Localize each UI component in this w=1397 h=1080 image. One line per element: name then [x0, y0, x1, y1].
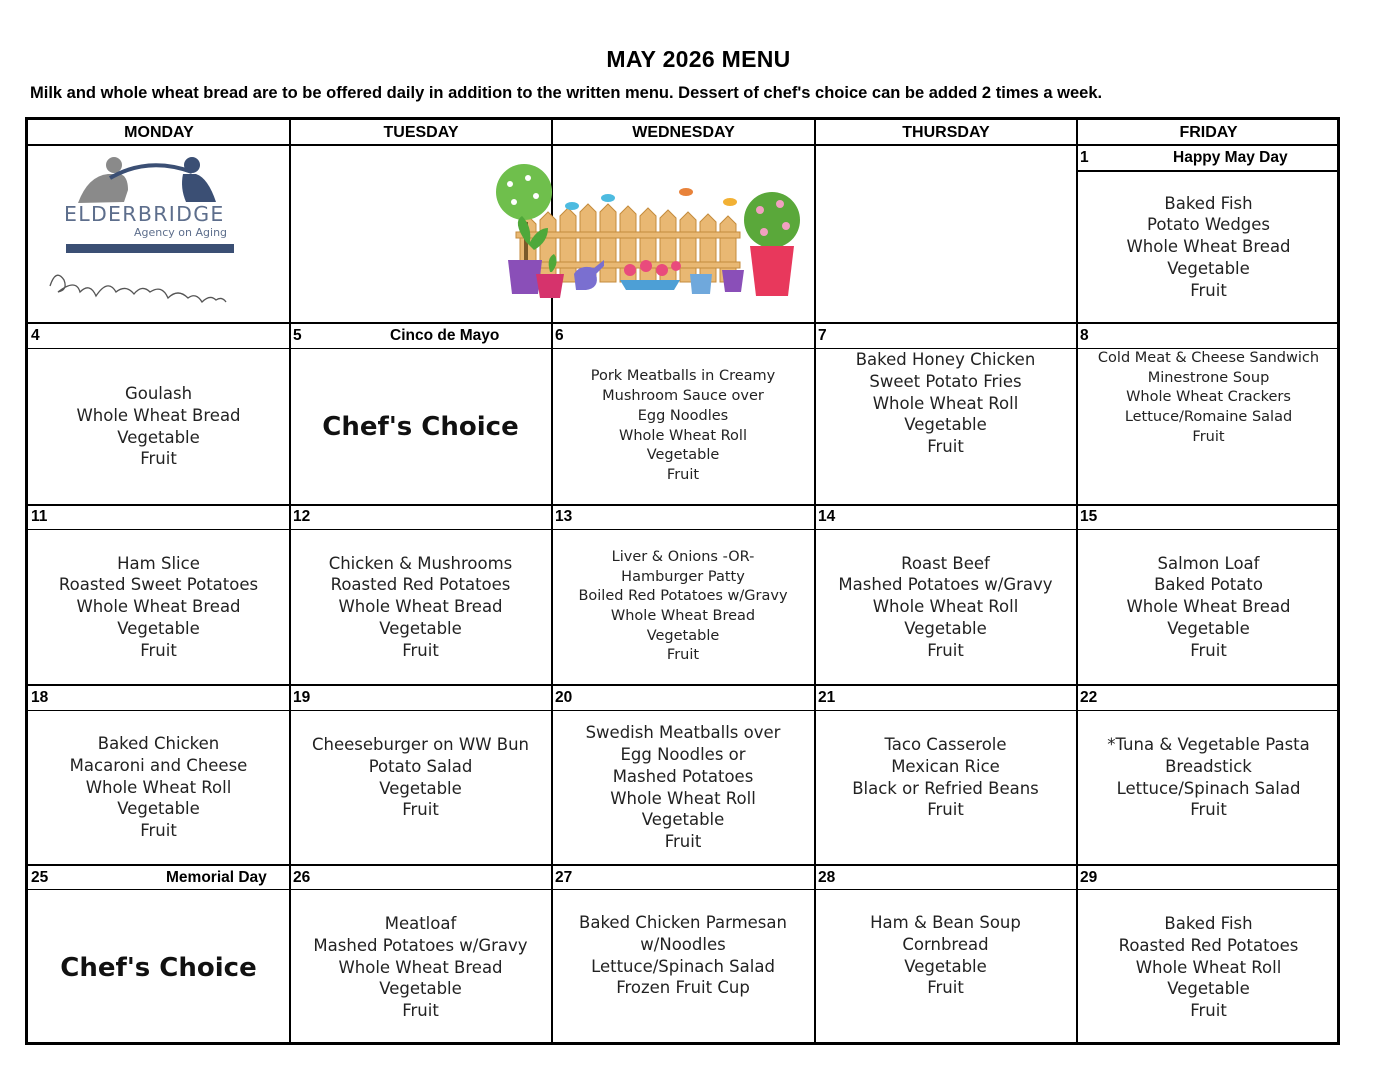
menu-item: Hamburger Patty — [621, 568, 745, 585]
menu-cell — [28, 349, 289, 504]
date-number: 8 — [1080, 327, 1089, 344]
menu-item: Vegetable — [641, 810, 725, 830]
menu-item: Cold Meat & Cheese Sandwich — [1097, 350, 1320, 366]
menu-item: Pork Meatballs in Creamy — [590, 368, 776, 385]
menu-item: Whole Wheat Bread — [338, 957, 503, 977]
menu-item: Whole Wheat Roll — [872, 393, 1019, 413]
date-header — [1077, 686, 1340, 710]
menu-item: Fruit — [1190, 800, 1227, 820]
menu-item: Whole Wheat Roll — [85, 777, 232, 797]
menu-item: Fruit — [402, 640, 439, 660]
menu-item: Fruit — [1192, 428, 1225, 445]
menu-note: Milk and whole wheat bread are to be offered daily in addition to the written menu. Dessert of chef's choice can be added 2 times a week. — [30, 84, 1103, 102]
page-title: MAY 2026 MENU — [606, 46, 791, 72]
menu-item: Minestrone Soup — [1147, 369, 1270, 386]
date-number: 27 — [555, 869, 573, 886]
menu-item: Baked Fish — [1164, 193, 1253, 213]
date-number: 20 — [555, 689, 573, 706]
menu-item: Fruit — [140, 821, 177, 841]
menu-item: Fruit — [1190, 1001, 1227, 1021]
menu-item: Frozen Fruit Cup — [616, 978, 750, 998]
logo-tagline: Agency on Aging — [134, 226, 228, 239]
holiday-label: Happy May Day — [1173, 149, 1288, 166]
chefs-choice: Chef's Choice — [322, 411, 519, 442]
header-tuesday: TUESDAY — [383, 124, 459, 141]
menu-item: Salmon Loaf — [1157, 553, 1260, 573]
menu-item: Lettuce/Spinach Salad — [591, 956, 775, 976]
menu-cell — [28, 530, 289, 684]
menu-item: Vegetable — [117, 427, 200, 447]
menu-item: Fruit — [927, 800, 964, 820]
date-header — [1077, 505, 1340, 529]
date-header — [815, 505, 1076, 529]
menu-item: Baked Chicken Parmesan — [579, 913, 787, 932]
menu-cell — [1077, 530, 1340, 684]
menu-cell — [552, 890, 814, 1045]
menu-item: Fruit — [140, 640, 177, 660]
date-number: 29 — [1080, 869, 1098, 886]
menu-item: Whole Wheat Bread — [76, 405, 241, 425]
menu-cell — [1077, 349, 1340, 504]
header-friday: FRIDAY — [1179, 124, 1238, 141]
menu-cell — [815, 711, 1076, 864]
menu-item: Ham Slice — [117, 553, 200, 573]
menu-cell — [552, 349, 814, 504]
menu-cell — [28, 890, 289, 1045]
menu-item: Mexican Rice — [891, 756, 1000, 776]
menu-item: Vegetable — [904, 618, 987, 638]
date-number: 26 — [293, 869, 311, 886]
menu-item: Egg Noodles — [637, 407, 729, 424]
menu-item: Macaroni and Cheese — [69, 755, 248, 775]
date-number: 12 — [293, 508, 311, 525]
menu-item: Whole Wheat Crackers — [1126, 389, 1291, 406]
menu-item: Whole Wheat Roll — [610, 788, 756, 808]
menu-item: Vegetable — [379, 618, 462, 638]
date-number: 4 — [31, 327, 40, 344]
date-header — [815, 324, 1076, 348]
menu-item: Roasted Red Potatoes — [1118, 935, 1299, 955]
menu-item: w/Noodles — [640, 934, 726, 954]
chefs-choice: Chef's Choice — [60, 952, 257, 983]
menu-item: Boiled Red Potatoes w/Gravy — [578, 588, 788, 605]
menu-item: Baked Chicken — [97, 734, 220, 753]
menu-item: Vegetable — [646, 447, 720, 464]
date-number: 25 — [31, 869, 49, 886]
menu-item: Cheeseburger on WW Bun — [311, 735, 529, 754]
menu-calendar — [25, 117, 1340, 1045]
menu-item: Fruit — [140, 449, 177, 469]
menu-item: Swedish Meatballs over — [585, 723, 781, 743]
menu-cell — [290, 349, 551, 504]
menu-item: Vegetable — [379, 778, 462, 798]
menu-item: Goulash — [124, 383, 193, 403]
date-number: 7 — [818, 327, 827, 344]
date-header — [1077, 866, 1340, 890]
menu-item: Taco Casserole — [884, 735, 1007, 754]
menu-cell — [28, 711, 289, 864]
menu-item: Fruit — [927, 978, 964, 998]
date-header — [28, 505, 289, 529]
menu-item: Mashed Potatoes w/Gravy — [838, 575, 1053, 595]
menu-cell — [815, 349, 1076, 504]
menu-item: Lettuce/Romaine Salad — [1124, 409, 1293, 426]
menu-item: Whole Wheat Roll — [872, 597, 1019, 617]
date-header — [552, 324, 814, 348]
holiday-label: Cinco de Mayo — [390, 327, 500, 344]
menu-item: Vegetable — [904, 415, 987, 435]
header-thursday: THURSDAY — [902, 124, 990, 141]
menu-item: Fruit — [1190, 640, 1227, 660]
date-number: 6 — [555, 327, 564, 344]
menu-cell — [815, 890, 1076, 1045]
menu-item: Black or Refried Beans — [852, 778, 1039, 798]
header-wednesday: WEDNESDAY — [632, 124, 735, 141]
menu-item: Baked Fish — [1164, 914, 1253, 933]
menu-item: Potato Wedges — [1146, 215, 1271, 235]
logo — [28, 146, 289, 322]
date-number: 5 — [293, 327, 302, 344]
header-monday: MONDAY — [124, 124, 194, 141]
garden-fence-icon — [490, 162, 810, 302]
garden-illustration — [490, 162, 810, 302]
menu-cell — [815, 530, 1076, 684]
menu-item: Fruit — [927, 437, 964, 457]
menu-item: Breadstick — [1165, 756, 1252, 776]
menu-cell — [290, 890, 551, 1045]
date-header — [290, 324, 551, 348]
date-header — [290, 505, 551, 529]
menu-item: Vegetable — [1167, 618, 1250, 638]
date-header — [815, 866, 1076, 890]
menu-item: Whole Wheat Bread — [1126, 237, 1291, 257]
menu-item: Liver & Onions -OR- — [611, 548, 755, 565]
date-number: 15 — [1080, 508, 1098, 525]
menu-item: Mashed Potatoes — [612, 766, 754, 786]
menu-cell — [1077, 890, 1340, 1045]
menu-item: Vegetable — [1167, 979, 1250, 999]
date-number: 14 — [818, 508, 836, 525]
date-number: 19 — [293, 689, 311, 706]
date-header — [1077, 146, 1340, 170]
menu-item: Vegetable — [117, 799, 200, 819]
menu-item: Fruit — [666, 647, 700, 664]
menu-item: Whole Wheat Roll — [619, 427, 747, 444]
holiday-label: Memorial Day — [166, 869, 267, 886]
menu-item: Whole Wheat Bread — [76, 597, 241, 617]
menu-item: Roasted Red Potatoes — [330, 575, 511, 595]
menu-item: Fruit — [402, 800, 439, 820]
menu-item: Mashed Potatoes w/Gravy — [313, 935, 528, 955]
menu-item: Baked Potato — [1154, 575, 1263, 595]
menu-item: Sweet Potato Fries — [869, 371, 1022, 391]
logo-name: ELDERBRIDGE — [64, 202, 225, 226]
menu-item: Vegetable — [646, 627, 720, 644]
date-number: 11 — [31, 508, 48, 525]
menu-cell — [290, 711, 551, 864]
menu-item: *Tuna & Vegetable Pasta — [1107, 735, 1310, 754]
menu-item: Fruit — [402, 1001, 439, 1021]
date-number: 1 — [1080, 149, 1089, 166]
menu-cell — [290, 530, 551, 684]
menu-item: Whole Wheat Roll — [1135, 957, 1282, 977]
menu-cell — [1077, 711, 1340, 864]
menu-cell — [552, 711, 814, 864]
date-number: 13 — [555, 508, 573, 525]
menu-item: Ham & Bean Soup — [870, 913, 1021, 932]
date-number: 18 — [31, 689, 49, 706]
date-header — [552, 686, 814, 710]
menu-item: Vegetable — [379, 979, 462, 999]
date-header — [28, 686, 289, 710]
menu-item: Vegetable — [904, 956, 987, 976]
menu-item: Fruit — [664, 832, 702, 852]
menu-item: Whole Wheat Bread — [610, 608, 756, 624]
date-number: 22 — [1080, 689, 1098, 706]
menu-item: Egg Noodles or — [620, 744, 746, 764]
menu-item: Meatloaf — [384, 914, 457, 933]
date-header — [28, 324, 289, 348]
menu-item: Chicken & Mushrooms — [328, 553, 513, 573]
menu-item: Vegetable — [117, 618, 200, 638]
date-header — [290, 686, 551, 710]
date-number: 28 — [818, 869, 836, 886]
menu-item: Fruit — [1190, 280, 1227, 300]
date-header — [1077, 324, 1340, 348]
date-header — [815, 686, 1076, 710]
menu-item: Vegetable — [1167, 258, 1250, 278]
menu-item: Cornbread — [902, 934, 989, 954]
date-header — [28, 866, 289, 890]
menu-item: Baked Honey Chicken — [855, 350, 1036, 369]
menu-cell — [1077, 172, 1340, 322]
menu-item: Potato Salad — [368, 756, 473, 776]
date-header — [290, 866, 551, 890]
menu-item: Fruit — [666, 466, 700, 483]
date-number: 21 — [818, 689, 836, 706]
menu-item: Roasted Sweet Potatoes — [58, 575, 259, 595]
menu-item: Whole Wheat Bread — [338, 597, 503, 617]
menu-item: Fruit — [927, 640, 964, 660]
menu-cell — [552, 530, 814, 684]
date-header — [552, 866, 814, 890]
menu-item: Whole Wheat Bread — [1126, 597, 1291, 617]
menu-item: Roast Beef — [901, 553, 990, 573]
date-header — [552, 505, 814, 529]
menu-item: Mushroom Sauce over — [602, 388, 764, 405]
menu-item: Lettuce/Spinach Salad — [1116, 778, 1301, 798]
